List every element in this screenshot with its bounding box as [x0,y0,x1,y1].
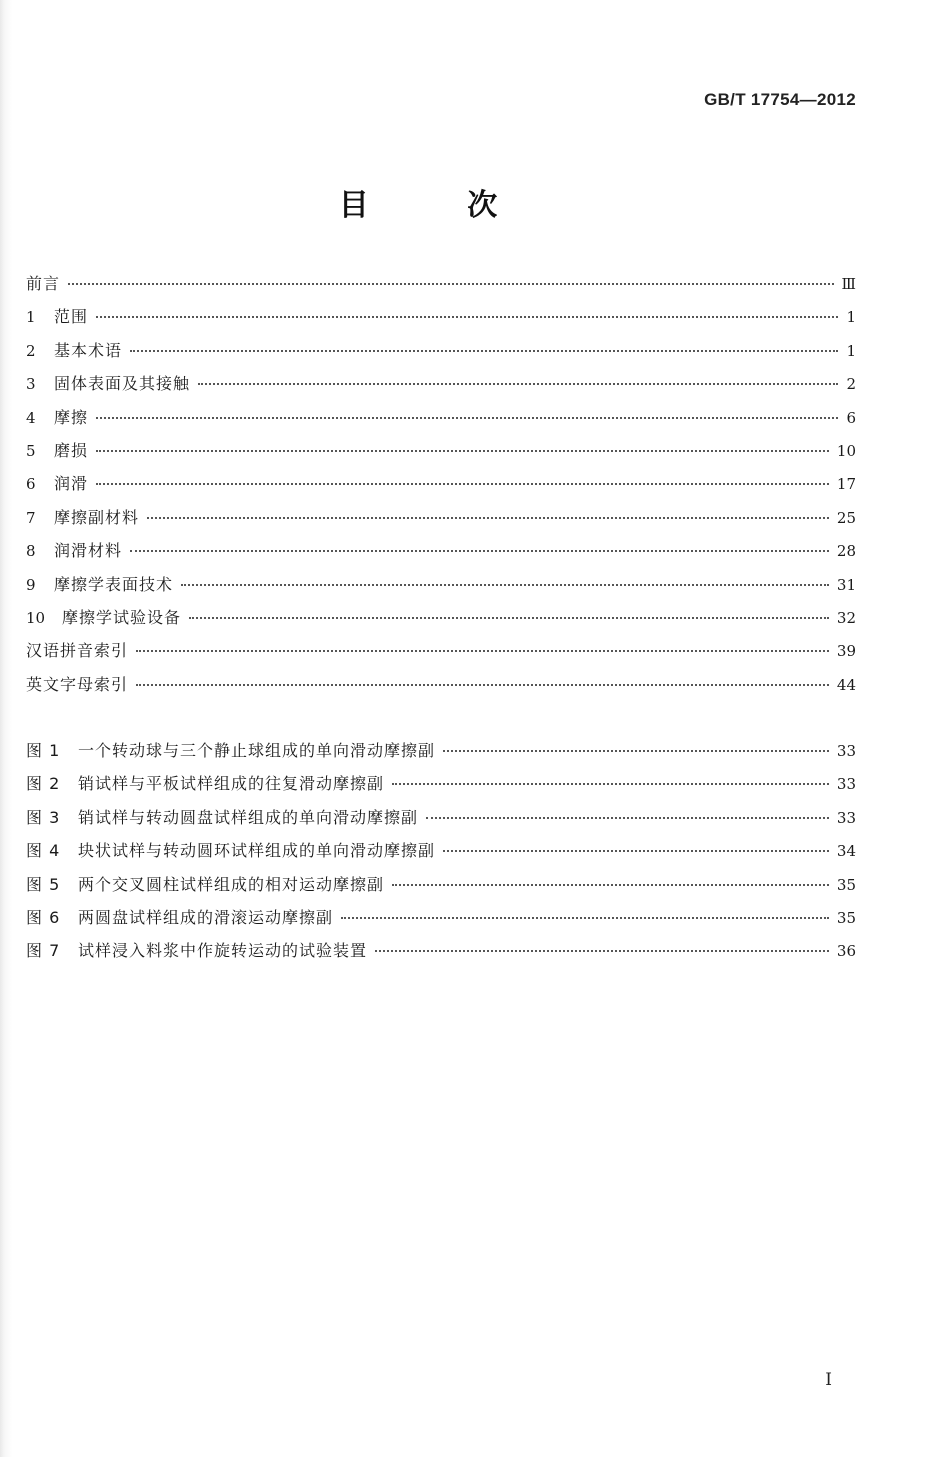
page-title: 目 次 [338,188,542,223]
table-of-contents [26,271,856,705]
toc-leader [375,950,829,952]
toc-leader [392,884,829,886]
figure-label: 两圆盘试样组成的滑滚运动摩擦副 [78,907,334,927]
toc-page: 44 [836,675,856,694]
toc-number: 6 [26,475,36,494]
toc-label: 摩擦副材料 [54,507,140,527]
toc-entry-8[interactable] [26,538,856,571]
figure-page: 33 [836,775,856,794]
toc-label: 摩擦学试验设备 [62,607,182,627]
figure-label: 销试样与转动圆盘试样组成的单向滑动摩擦副 [78,807,419,827]
toc-entry-pinyin-index[interactable] [26,638,856,671]
page-number: I [825,1370,832,1390]
toc-number: 1 [26,308,36,327]
toc-number: 8 [26,542,36,561]
toc-number: 7 [26,508,36,527]
toc-label: 固体表面及其接触 [54,374,191,394]
toc-entry-english-index[interactable] [26,672,856,705]
toc-label: 摩擦 [54,407,89,427]
toc-leader [426,817,829,819]
toc-leader [130,550,829,552]
standard-number: GB/T 17754—2012 [704,90,856,109]
toc-entry-foreword[interactable] [26,271,856,304]
toc-label: 基本术语 [54,340,123,360]
toc-page: 6 [846,408,856,427]
toc-entry-5[interactable] [26,438,856,471]
toc-leader [198,383,838,385]
toc-entry-2[interactable] [26,338,856,371]
toc-leader [130,350,838,352]
figure-label: 两个交叉圆柱试样组成的相对运动摩擦副 [78,874,385,894]
toc-label: 汉语拼音索引 [26,641,129,661]
figure-page: 35 [836,908,856,927]
toc-page: 17 [836,475,856,494]
toc-leader [96,316,838,318]
toc-label: 磨损 [54,440,89,460]
toc-leader [443,850,829,852]
toc-leader [147,517,829,519]
figure-number: 图 4 [26,841,61,861]
figure-entry-4[interactable] [26,838,856,871]
toc-leader [96,483,829,485]
figure-page: 33 [836,742,856,760]
toc-page: 31 [836,575,856,594]
figure-page: 35 [836,875,856,894]
toc-page: 10 [836,441,856,460]
figure-page: 34 [836,842,856,861]
toc-number: 9 [26,575,36,594]
toc-number: 2 [26,341,36,360]
toc-entry-4[interactable] [26,405,856,438]
toc-page: 28 [836,542,856,561]
toc-entry-6[interactable] [26,471,856,504]
toc-entry-7[interactable] [26,505,856,538]
toc-entry-1[interactable] [26,304,856,337]
figure-label: 块状试样与转动圆环试样组成的单向滑动摩擦副 [78,841,436,861]
figure-entry-7[interactable] [26,938,856,971]
figure-label: 销试样与平板试样组成的往复滑动摩擦副 [78,774,385,794]
toc-leader [181,584,829,586]
toc-label: 前言 [26,274,61,293]
figure-number: 图 2 [26,774,61,794]
toc-page: 39 [836,642,856,661]
figure-entry-3[interactable] [26,805,856,838]
figure-page: 33 [836,808,856,827]
toc-number: 3 [26,375,36,394]
toc-leader [443,750,829,752]
toc-entry-9[interactable] [26,572,856,605]
toc-label: 润滑材料 [54,541,123,561]
figure-number: 图 3 [26,807,61,827]
figure-page: 36 [836,942,856,961]
toc-leader [68,283,834,285]
toc-page: 1 [846,308,856,327]
toc-label: 英文字母索引 [26,674,129,694]
toc-page: 32 [836,608,856,627]
toc-page: 2 [846,375,856,394]
toc-leader [392,783,829,785]
toc-leader [136,684,829,686]
figure-entry-1[interactable] [26,738,856,771]
toc-page: Ⅲ [841,275,856,293]
toc-number: 10 [26,608,46,627]
toc-leader [341,917,829,919]
toc-entry-3[interactable] [26,371,856,404]
toc-label: 范围 [54,307,89,327]
toc-page: 25 [836,508,856,527]
figure-label: 试样浸入料浆中作旋转运动的试验装置 [78,941,368,961]
toc-leader [96,417,838,419]
figure-number: 图 7 [26,941,61,961]
toc-leader [189,617,829,619]
toc-entry-10[interactable] [26,605,856,638]
list-of-figures [26,738,856,972]
figure-number: 图 1 [26,741,61,760]
figure-entry-6[interactable] [26,905,856,938]
toc-label: 润滑 [54,474,89,494]
figure-entry-5[interactable] [26,872,856,905]
figure-number: 图 6 [26,907,61,927]
figure-label: 一个转动球与三个静止球组成的单向滑动摩擦副 [78,741,436,760]
toc-leader [96,450,829,452]
toc-leader [136,650,829,652]
figure-number: 图 5 [26,874,61,894]
toc-page: 1 [846,341,856,360]
toc-number: 4 [26,408,36,427]
figure-entry-2[interactable] [26,771,856,804]
toc-number: 5 [26,441,36,460]
toc-label: 摩擦学表面技术 [54,574,174,594]
